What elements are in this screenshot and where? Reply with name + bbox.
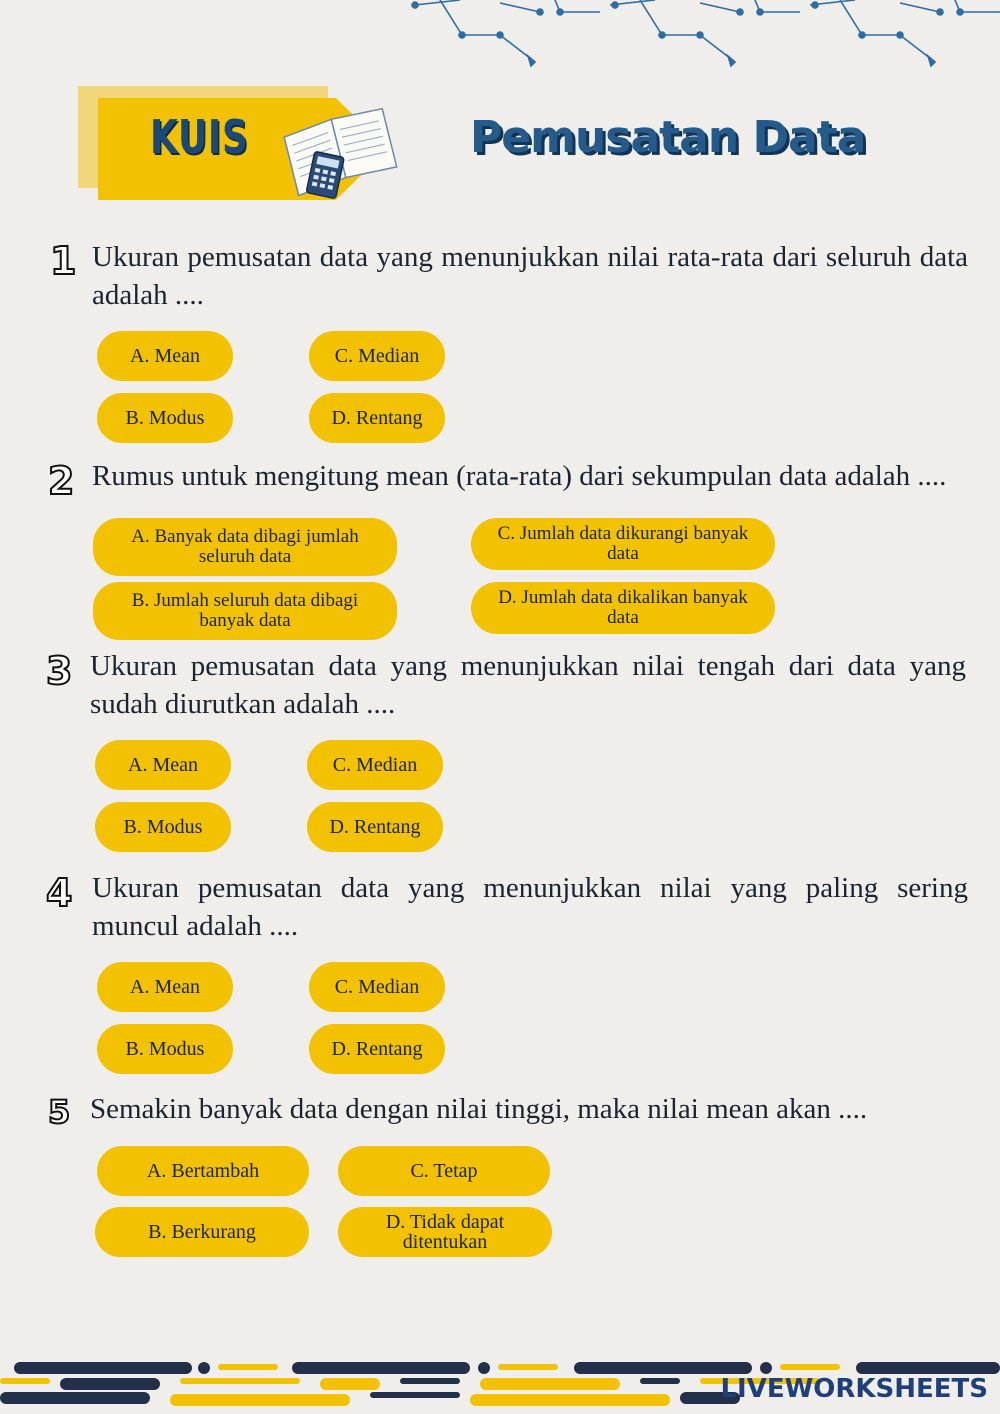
question-text-4: Ukuran pemusatan data yang menunjukkan nilai yang paling sering muncul adalah ....	[92, 872, 968, 942]
option-2c[interactable]: C. Jumlah data dikurangi banyak data	[471, 518, 775, 570]
option-3d[interactable]: D. Rentang	[307, 802, 443, 852]
option-3b[interactable]: B. Modus	[95, 802, 231, 852]
option-4d[interactable]: D. Rentang	[309, 1024, 445, 1074]
option-4b[interactable]: B. Modus	[97, 1024, 233, 1074]
question-text-5: Semakin banyak data dengan nilai tinggi, maka nilai mean akan ....	[90, 1093, 868, 1125]
book-calculator-icon	[280, 96, 400, 202]
question-number-3: 3	[46, 649, 73, 693]
option-4a[interactable]: A. Mean	[97, 962, 233, 1012]
option-3c[interactable]: C. Median	[307, 740, 443, 790]
option-2d[interactable]: D. Jumlah data dikalikan banyak data	[471, 582, 775, 634]
option-3a[interactable]: A. Mean	[95, 740, 231, 790]
option-4c[interactable]: C. Median	[309, 962, 445, 1012]
question-number-4: 4	[46, 871, 73, 915]
question-text-2: Rumus untuk mengitung mean (rata-rata) dari sekumpulan data adalah ....	[92, 460, 947, 492]
option-1d[interactable]: D. Rentang	[309, 393, 445, 443]
option-5a[interactable]: A. Bertambah	[97, 1146, 309, 1196]
option-1b[interactable]: B. Modus	[97, 393, 233, 443]
question-number-2: 2	[48, 459, 75, 503]
kuis-label: KUIS	[150, 110, 249, 164]
question-text-1: Ukuran pemusatan data yang menunjukkan nilai rata-rata dari seluruh data adalah ....	[92, 241, 968, 311]
network-decoration	[400, 0, 1000, 75]
question-number-5: 5	[48, 1093, 71, 1131]
option-1c[interactable]: C. Median	[309, 331, 445, 381]
option-2a[interactable]: A. Banyak data dibagi jumlah seluruh data	[93, 518, 397, 576]
option-5c[interactable]: C. Tetap	[338, 1146, 550, 1196]
liveworksheets-logo: LIVEWORKSHEETS	[720, 1374, 988, 1404]
option-2b[interactable]: B. Jumlah seluruh data dibagi banyak data	[93, 582, 397, 640]
question-text-3: Ukuran pemusatan data yang menunjukkan nilai tengah dari data yang sudah diurutkan adalah ....	[90, 650, 966, 720]
option-5d[interactable]: D. Tidak dapat ditentukan	[338, 1207, 552, 1257]
option-5b[interactable]: B. Berkurang	[95, 1207, 309, 1257]
page-title: Pemusatan Data	[470, 112, 866, 163]
option-1a[interactable]: A. Mean	[97, 331, 233, 381]
question-number-1: 1	[50, 239, 77, 283]
